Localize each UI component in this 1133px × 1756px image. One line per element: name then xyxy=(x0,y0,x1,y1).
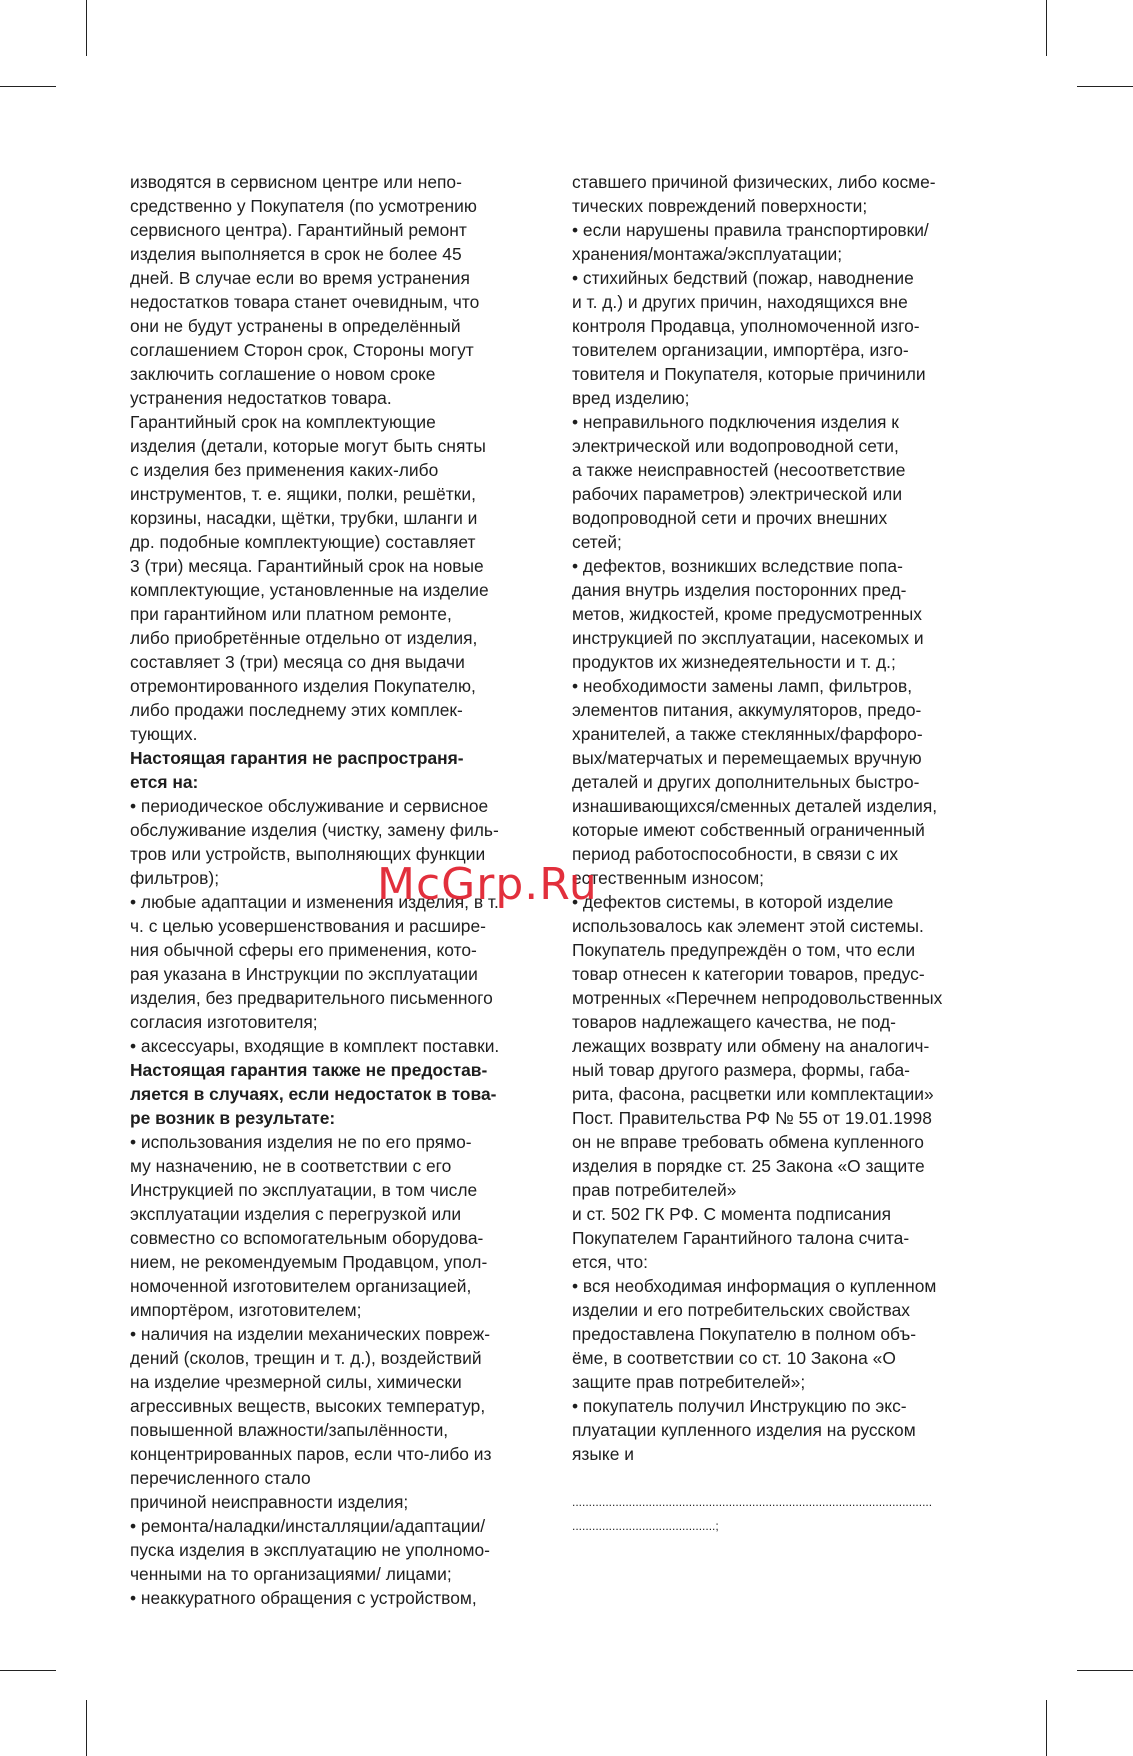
right-text-line: использовалось как элемент этой системы. xyxy=(572,916,924,936)
left-text-line: ния обычной сферы его применения, кото- xyxy=(130,940,477,960)
left-text-line: корзины, насадки, щётки, трубки, шланги и xyxy=(130,508,478,528)
crop-mark-bottom-right-horizontal xyxy=(1077,1670,1133,1671)
right-text-line: предоставлена Покупателю в полном объ- xyxy=(572,1324,917,1344)
right-text-line: хранения/монтажа/эксплуатации; xyxy=(572,244,843,264)
right-text-line: он не вправе требовать обмена купленного xyxy=(572,1132,924,1152)
right-text-line: • дефектов, возникших вследствие попа- xyxy=(572,556,903,576)
right-text-column xyxy=(572,170,1004,1538)
left-text-line: дней. В случае если во время устранения xyxy=(130,268,470,288)
right-text-line: элементов питания, аккумуляторов, предо- xyxy=(572,700,922,720)
left-text-line: • любые адаптации и изменения изделия, в т. xyxy=(130,892,499,912)
left-text-line: концентрированных паров, если что-либо из xyxy=(130,1444,492,1464)
right-text-line: период работоспособности, в связи с их xyxy=(572,844,899,864)
right-text-line: вред изделию; xyxy=(572,388,690,408)
left-text-line: при гарантийном или платном ремонте, xyxy=(130,604,452,624)
right-text-line: контроля Продавца, уполномоченной изго- xyxy=(572,316,920,336)
right-text-line: сетей; xyxy=(572,532,622,552)
left-text-line: совместно со вспомогательным оборудова- xyxy=(130,1228,484,1248)
left-text-line: нием, не рекомендуемым Продавцом, упол- xyxy=(130,1252,488,1272)
right-text-line: мотренных «Перечнем непродовольственных xyxy=(572,988,943,1008)
right-text-line: Покупателем Гарантийного талона счита- xyxy=(572,1228,910,1248)
left-text-line: Настоящая гарантия также не предостав- xyxy=(130,1060,488,1080)
crop-mark-bottom-left-horizontal xyxy=(0,1670,56,1671)
right-text-line: хранителей, а также стеклянных/фарфоро- xyxy=(572,724,923,744)
left-text-line: номоченной изготовителем организацией, xyxy=(130,1276,472,1296)
left-text-line: тующих. xyxy=(130,724,198,744)
left-text-line: Настоящая гарантия не распространя- xyxy=(130,748,464,768)
left-text-line: импортёром, изготовителем; xyxy=(130,1300,362,1320)
left-text-line: с изделия без применения каких-либо xyxy=(130,460,439,480)
left-text-line: составляет 3 (три) месяца со дня выдачи xyxy=(130,652,465,672)
crop-mark-top-left-horizontal xyxy=(0,86,56,87)
left-text-line: сервисного центра). Гарантийный ремонт xyxy=(130,220,467,240)
left-text-line: изводятся в сервисном центре или непо- xyxy=(130,172,462,192)
fill-in-dotted-line: ............................................................................................................ xyxy=(572,1495,933,1509)
left-text-line: • ремонта/наладки/инсталляции/адаптации/ xyxy=(130,1516,486,1536)
right-text-line: лежащих возврату или обмену на аналогич- xyxy=(572,1036,930,1056)
left-text-line: ре возник в результате: xyxy=(130,1108,336,1128)
left-text-line: согласия изготовителя; xyxy=(130,1012,318,1032)
right-text-line: рабочих параметров) электрической или xyxy=(572,484,903,504)
left-text-line: ется на: xyxy=(130,772,199,792)
crop-mark-bottom-left-vertical xyxy=(86,1700,87,1756)
left-text-line: ч. с целью усовершенствования и расшире- xyxy=(130,916,486,936)
left-text-line: др. подобные комплектующие) составляет xyxy=(130,532,476,552)
left-text-line: либо продажи последнему этих комплек- xyxy=(130,700,463,720)
right-text-line: изделии и его потребительских свойствах xyxy=(572,1300,910,1320)
crop-mark-top-left-vertical xyxy=(86,0,87,56)
right-text-line: Покупатель предупреждён о том, что если xyxy=(572,940,916,960)
left-text-line: фильтров); xyxy=(130,868,220,888)
right-text-line: товителем организации, импортёра, изго- xyxy=(572,340,909,360)
left-text-line: Инструкцией по эксплуатации, в том числе xyxy=(130,1180,478,1200)
right-text-line: ный товар другого размера, формы, габа- xyxy=(572,1060,910,1080)
left-text-line: • периодическое обслуживание и сервисное xyxy=(130,796,489,816)
right-text-line: • если нарушены правила транспортировки/ xyxy=(572,220,929,240)
right-text-line: и ст. 502 ГК РФ. С момента подписания xyxy=(572,1204,892,1224)
right-text-line: деталей и других дополнительных быстро- xyxy=(572,772,920,792)
watermark-logo: McGrp.Ru xyxy=(377,859,598,910)
right-text-line: товаров надлежащего качества, не под- xyxy=(572,1012,896,1032)
left-text-line: повышенной влажности/запылённости, xyxy=(130,1420,449,1440)
left-text-line: на изделие чрезмерной силы, химически xyxy=(130,1372,462,1392)
right-text-line: ёме, в соответствии со ст. 10 Закона «О xyxy=(572,1348,896,1368)
left-text-line: изделия выполняется в срок не более 45 xyxy=(130,244,462,264)
fill-in-dotted-line: ...........................................; xyxy=(572,1519,719,1533)
right-text-line: вых/матерчатых и перемещаемых вручную xyxy=(572,748,922,768)
left-text-line: • неаккуратного обращения с устройством, xyxy=(130,1588,477,1608)
left-text-line: изделия, без предварительного письменного xyxy=(130,988,493,1008)
left-text-line: комплектующие, установленные на изделие xyxy=(130,580,489,600)
right-text-line: продуктов их жизнедеятельности и т. д.; xyxy=(572,652,896,672)
left-text-line: средственно у Покупателя (по усмотрению xyxy=(130,196,477,216)
left-text-line: 3 (три) месяца. Гарантийный срок на новые xyxy=(130,556,484,576)
right-text-line: рита, фасона, расцветки или комплектации» xyxy=(572,1084,934,1104)
crop-mark-top-right-horizontal xyxy=(1077,86,1133,87)
right-text-line: а также неисправностей (несоответствие xyxy=(572,460,906,480)
right-text-line: дания внутрь изделия посторонних пред- xyxy=(572,580,907,600)
crop-mark-top-right-vertical xyxy=(1046,0,1047,56)
right-text-line: изнашивающихся/сменных деталей изделия, xyxy=(572,796,938,816)
left-text-line: инструментов, т. е. ящики, полки, решётки, xyxy=(130,484,476,504)
left-text-line: отремонтированного изделия Покупателю, xyxy=(130,676,476,696)
left-text-line: изделия (детали, которые могут быть сняты xyxy=(130,436,486,456)
right-text-line: товителя и Покупателя, которые причинили xyxy=(572,364,926,384)
right-text-line: • стихийных бедствий (пожар, наводнение xyxy=(572,268,914,288)
right-text-line: защите прав потребителей»; xyxy=(572,1372,806,1392)
right-text-line: водопроводной сети и прочих внешних xyxy=(572,508,888,528)
left-text-line: либо приобретённые отдельно от изделия, xyxy=(130,628,478,648)
left-text-line: недостатков товара станет очевидным, что xyxy=(130,292,480,312)
right-text-line: изделия в порядке ст. 25 Закона «О защите xyxy=(572,1156,925,1176)
left-text-line: заключить соглашение о новом сроке xyxy=(130,364,436,384)
right-text-line: электрической или водопроводной сети, xyxy=(572,436,899,456)
right-text-line: товар отнесен к категории товаров, предус- xyxy=(572,964,925,984)
left-text-line: дений (сколов, трещин и т. д.), воздействий xyxy=(130,1348,482,1368)
left-text-line: • использования изделия не по его прямо- xyxy=(130,1132,472,1152)
right-text-line: плуатации купленного изделия на русском xyxy=(572,1420,916,1440)
left-text-line: рая указана в Инструкции по эксплуатации xyxy=(130,964,478,984)
right-text-line: метов, жидкостей, кроме предусмотренных xyxy=(572,604,922,624)
left-text-line: пуска изделия в эксплуатацию не уполномо- xyxy=(130,1540,490,1560)
right-text-line: которые имеют собственный ограниченный xyxy=(572,820,925,840)
right-text-line: ется, что: xyxy=(572,1252,648,1272)
left-text-line: тров или устройств, выполняющих функции xyxy=(130,844,486,864)
right-text-line: • неправильного подключения изделия к xyxy=(572,412,899,432)
left-text-line: эксплуатации изделия с перегрузкой или xyxy=(130,1204,462,1224)
right-text-line: • покупатель получил Инструкцию по экс- xyxy=(572,1396,907,1416)
left-text-line: ченными на то организациями/ лицами; xyxy=(130,1564,452,1584)
right-text-line: тических повреждений поверхности; xyxy=(572,196,868,216)
left-text-line: обслуживание изделия (чистку, замену филь- xyxy=(130,820,499,840)
left-text-line: устранения недостатков товара. xyxy=(130,388,392,408)
left-text-line: • наличия на изделии механических повреж- xyxy=(130,1324,491,1344)
right-text-line: и т. д.) и других причин, находящихся вне xyxy=(572,292,908,312)
left-text-line: му назначению, не в соответствии с его xyxy=(130,1156,452,1176)
left-text-line: агрессивных веществ, высоких температур, xyxy=(130,1396,486,1416)
right-text-line: инструкцией по эксплуатации, насекомых и xyxy=(572,628,924,648)
left-text-line: ляется в случаях, если недостаток в това- xyxy=(130,1084,497,1104)
right-text-line: естественным износом; xyxy=(572,868,764,888)
right-text-line: • дефектов системы, в которой изделие xyxy=(572,892,894,912)
left-text-line: Гарантийный срок на комплектующие xyxy=(130,412,436,432)
right-text-line: прав потребителей» xyxy=(572,1180,737,1200)
right-text-line: • вся необходимая информация о купленном xyxy=(572,1276,937,1296)
left-text-line: причиной неисправности изделия; xyxy=(130,1492,409,1512)
right-text-line: Пост. Правительства РФ № 55 от 19.01.1998 xyxy=(572,1108,932,1128)
right-text-line: ставшего причиной физических, либо космe- xyxy=(572,172,936,192)
blank-spacer xyxy=(572,1466,1004,1490)
left-text-line: перечисленного стало xyxy=(130,1468,311,1488)
left-text-line: • аксессуары, входящие в комплект поставки. xyxy=(130,1036,500,1056)
left-text-line: они не будут устранены в определённый xyxy=(130,316,461,336)
right-text-line: языке и xyxy=(572,1444,634,1464)
left-text-line: соглашением Сторон срок, Стороны могут xyxy=(130,340,474,360)
crop-mark-bottom-right-vertical xyxy=(1046,1700,1047,1756)
right-text-line: • необходимости замены ламп, фильтров, xyxy=(572,676,913,696)
